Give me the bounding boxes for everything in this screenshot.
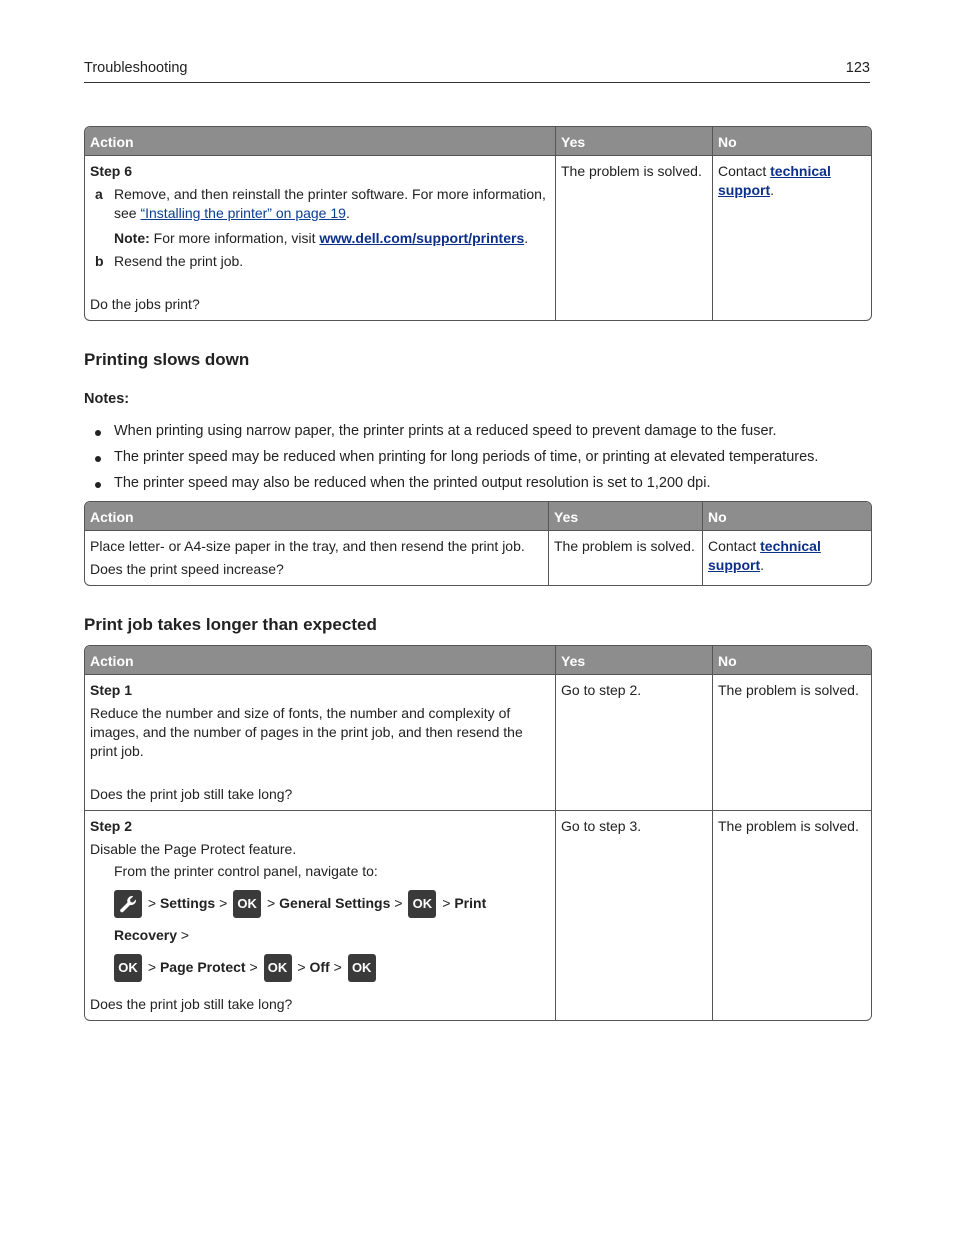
section-name: Troubleshooting [84, 60, 188, 76]
section-title-printing-slows: Printing slows down [84, 350, 250, 369]
col-yes: Yes [549, 502, 703, 531]
nav-general-settings: General Settings [279, 895, 391, 911]
action-cell [85, 811, 556, 1020]
yes-cell: The problem is solved. [549, 531, 703, 585]
step-sub: From the printer control panel, navigate to: [114, 863, 378, 879]
page-number: 123 [845, 60, 870, 76]
page-header [84, 60, 870, 83]
table-row [85, 675, 871, 811]
question: Does the print job still take long? [90, 996, 293, 1012]
action-cell [85, 531, 549, 585]
installing-printer-link[interactable]: “Installing the printer” on page 19 [140, 205, 346, 221]
table-printing-slows [84, 501, 872, 586]
step-label: Step 1 [90, 682, 133, 698]
dell-support-link[interactable]: www.dell.com/support/printers [319, 230, 525, 246]
technical-support-link[interactable]: technical support [718, 163, 831, 198]
table-step6 [84, 126, 872, 321]
no-cell: The problem is solved. [713, 675, 871, 811]
col-no: No [703, 502, 871, 531]
notes-label: Notes: [84, 391, 130, 407]
wrench-icon [114, 890, 142, 918]
nav-off: Off [309, 959, 330, 975]
step-label: Step 6 [90, 163, 133, 179]
ok-button-icon: OK [114, 954, 142, 982]
table-row [85, 811, 871, 1020]
col-no: No [713, 646, 871, 675]
yes-cell: Go to step 2. [556, 675, 713, 811]
action-cell [85, 675, 556, 811]
col-yes: Yes [556, 646, 713, 675]
yes-cell: Go to step 3. [556, 811, 713, 1020]
step-label: Step 2 [90, 818, 133, 834]
no-cell: The problem is solved. [718, 818, 859, 834]
ok-button-icon: OK [408, 890, 436, 918]
col-yes: Yes [556, 127, 713, 156]
nav-settings: Settings [159, 895, 216, 911]
technical-support-link[interactable]: technical support [708, 538, 821, 573]
col-action: Action [85, 502, 549, 531]
yes-cell: The problem is solved. [556, 156, 713, 320]
sub-a-text: Remove, and then reinstall the printer software. For more information, see “Installing the printer” on page 19. [114, 186, 546, 221]
action-cell [85, 156, 556, 320]
nav-path: > Settings > OK > General Settings > OK > Print Recovery > OK > Page Protect > OK > Off > OK [90, 887, 550, 983]
nav-print-recovery: Print Recovery [114, 895, 487, 943]
sub-b-text: Resend the print job. [114, 253, 244, 269]
no-cell: Contact technical support. [718, 163, 831, 198]
action-text: Place letter- or A4-size paper in the tray, and then resend the print job. [90, 538, 525, 554]
col-action: Action [85, 127, 556, 156]
section-title-print-job-longer: Print job takes longer than expected [84, 615, 377, 634]
table-print-job-longer [84, 645, 872, 1021]
col-action: Action [85, 646, 556, 675]
step-text: Disable the Page Protect feature. [90, 841, 297, 857]
nav-page-protect: Page Protect [159, 959, 246, 975]
col-no: No [713, 127, 871, 156]
question: Does the print job still take long? [90, 786, 293, 802]
question: Does the print speed increase? [90, 561, 284, 577]
note: Note: For more information, visit www.dell.com/support/printers. [114, 230, 529, 246]
ok-button-icon: OK [348, 954, 376, 982]
no-cell: Contact technical support. [708, 538, 821, 573]
ok-button-icon: OK [264, 954, 292, 982]
question: Do the jobs print? [90, 296, 200, 312]
sub-key-a: a [95, 186, 103, 202]
ok-button-icon: OK [233, 890, 261, 918]
step-text: Reduce the number and size of fonts, the number and complexity of images, and the number of pages in the print job, and then resend the print job. [90, 705, 523, 759]
sub-key-b: b [95, 253, 104, 269]
